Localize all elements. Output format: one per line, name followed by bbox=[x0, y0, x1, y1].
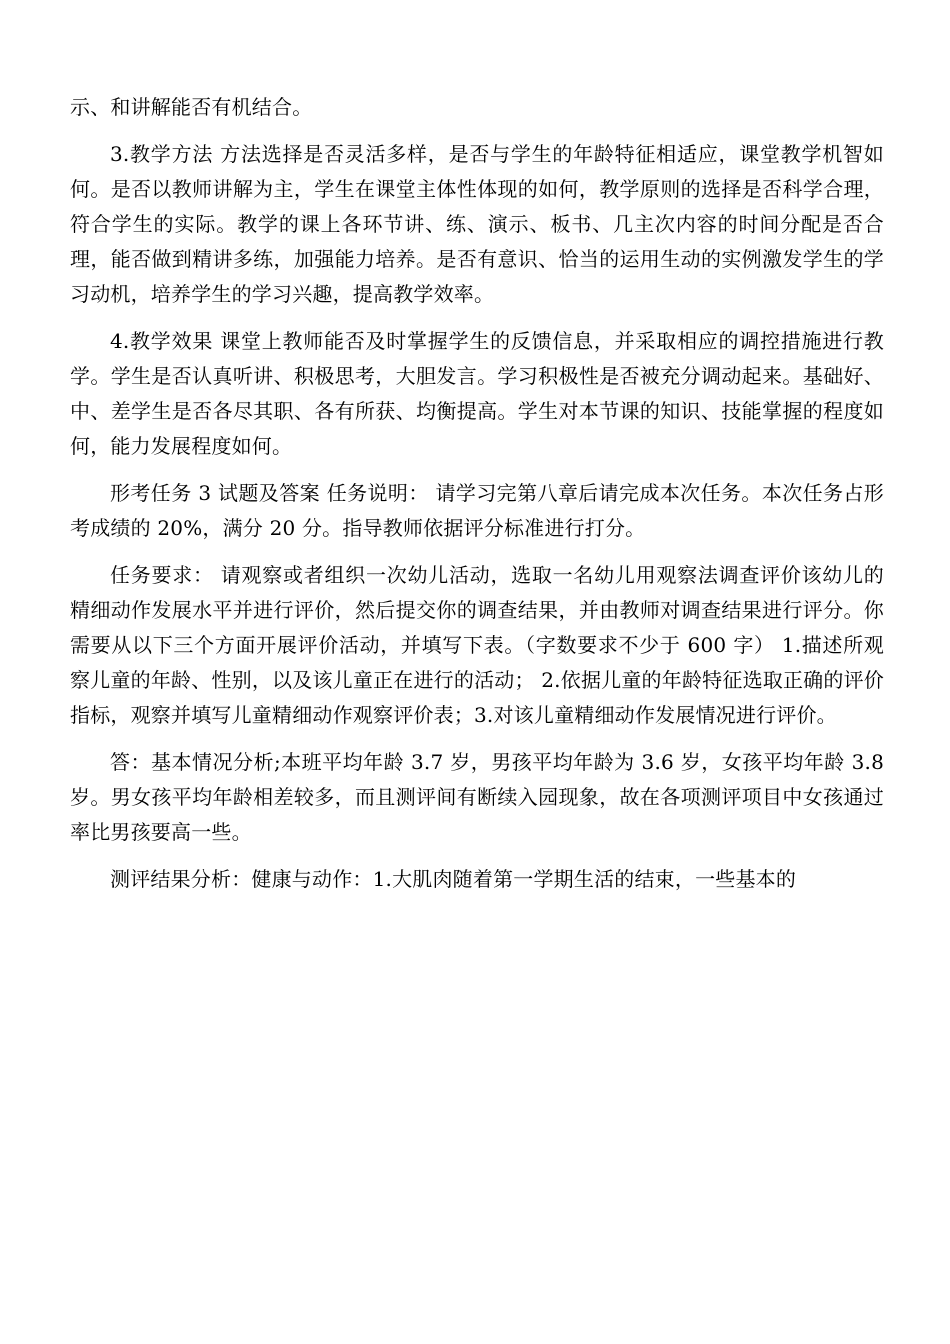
paragraph-continuation: 示、和讲解能否有机结合。 bbox=[70, 95, 313, 119]
paragraph-teaching-effect: 4.教学效果 课堂上教师能否及时掌握学生的反馈信息，并采取相应的调控措施进行教学。学生是否认真听讲、积极思考，大胆发言。学习积极性是否被充分调动起来。基础好、中、差学生是否各尽其职、各有所获、均衡提高。学生对本节课的知识、技能掌握的程度如何，能力发展程度如何。 bbox=[70, 329, 884, 458]
paragraph-teaching-method: 3.教学方法 方法选择是否灵活多样，是否与学生的年龄特征相适应，课堂教学机智如何。是否以教师讲解为主，学生在课堂主体性体现的如何，教学原则的选择是否科学合理，符合学生的实际。教学的课上各环节讲、练、演示、板书、几主次内容的时间分配是否合理，能否做到精讲多练，加强能力培养。是否有意识、恰当的运用生动的实例激发学生的学习动机，培养学生的学习兴趣，提高教学效率。 bbox=[70, 142, 884, 306]
paragraph-task-description: 形考任务 3 试题及答案 任务说明： 请学习完第八章后请完成本次任务。本次任务占形考成绩的 20%，满分 20 分。指导教师依据评分标准进行打分。 bbox=[70, 481, 884, 540]
paragraph-result-analysis: 测评结果分析：健康与动作：1.大肌肉随着第一学期生活的结束，一些基本的 bbox=[110, 867, 797, 891]
paragraph-task-requirements: 任务要求： 请观察或者组织一次幼儿活动，选取一名幼儿用观察法调查评价该幼儿的精细动作发展水平并进行评价，然后提交你的调查结果，并由教师对调查结果进行评分。你需要从以下三个方面开展评价活动，并填写下表。（字数要求不少于 600 字） 1.描述所观察儿童的年龄、性别，以及该儿童正在进行的活动； 2.依据儿童的年龄特征选取正确的评价指标，观察并填写儿童精细动作观察评价表；3.对该儿童精细动作发展情况进行评价。 bbox=[70, 563, 884, 727]
document-body bbox=[70, 90, 884, 897]
paragraph-answer-basic-analysis: 答：基本情况分析;本班平均年龄 3.7 岁，男孩平均年龄为 3.6 岁，女孩平均年龄 3.8 岁。男女孩平均年龄相差较多，而且测评间有断续入园现象，故在各项测评项目中女孩通过率比男孩要高一些。 bbox=[70, 750, 884, 844]
